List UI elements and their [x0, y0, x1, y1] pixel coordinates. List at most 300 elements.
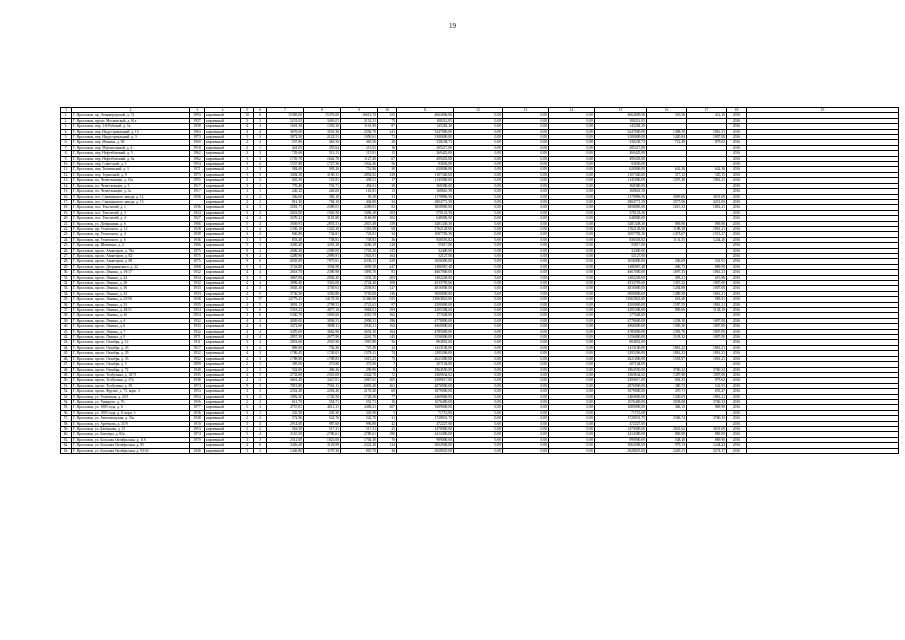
table-cell: 751,86 — [341, 167, 378, 172]
table-cell: 2 — [254, 253, 267, 258]
table-cell: 1971 — [190, 335, 205, 340]
table-cell: Г. Ярославль, просп. Октября, д. 72 — [72, 367, 190, 372]
table-cell: 0,00 — [454, 410, 503, 415]
table-cell: кирпичный — [205, 448, 241, 453]
table-cell: 548,40 — [647, 437, 687, 442]
table-cell: 496,26 — [304, 367, 341, 372]
table-cell: 17. — [61, 199, 72, 204]
table-cell: 4 — [254, 270, 267, 275]
table-cell: Г. Ярославль, просп. Ленина, д. 9 — [72, 335, 190, 340]
table-cell: 1954 — [190, 394, 205, 399]
table-cell: 2016 — [727, 372, 747, 377]
table-cell: 1807,00 — [687, 329, 727, 334]
table-cell: 30. — [61, 270, 72, 275]
table-cell: 4 — [254, 432, 267, 437]
table-cell: 1932 — [190, 351, 205, 356]
table-cell: 15376,00 — [304, 113, 341, 118]
table-cell: 1615,33 — [647, 205, 687, 210]
table-cell: кирпичный — [205, 248, 241, 253]
table-cell: Г. Ярославль, просп. Ленина, д. 25/50 — [72, 297, 190, 302]
table-cell: 95,30 — [341, 194, 378, 199]
table-cell: 1656000,00 — [397, 259, 454, 264]
table-cell: 2016 — [727, 216, 747, 221]
table-cell: 494,61 — [341, 183, 378, 188]
table-cell: 692,33 — [647, 378, 687, 383]
table-cell: 0,00 — [549, 183, 595, 188]
table-cell: 4 — [241, 286, 254, 291]
table-cell: 0,00 — [549, 394, 595, 399]
table-cell: 3760,33 — [687, 416, 727, 421]
table-cell: кирпичный — [205, 443, 241, 448]
table-cell: 104 — [378, 253, 397, 258]
table-cell: 0,00 — [454, 313, 503, 318]
table-cell: 1503,30 — [304, 124, 341, 129]
table-cell: 0,00 — [549, 162, 595, 167]
table-cell: 9 — [241, 383, 254, 388]
table-cell: 2016 — [727, 194, 747, 199]
table-cell: 3 — [254, 351, 267, 356]
table-cell: 979,13 — [647, 443, 687, 448]
table-cell: 812,30 — [267, 199, 304, 204]
table-cell: 3426,40 — [267, 443, 304, 448]
table-cell: 0,00 — [454, 281, 503, 286]
table-cell: 1145000,00 — [595, 178, 647, 183]
table-cell: 136 — [378, 291, 397, 296]
table-cell: 563,50 — [267, 426, 304, 431]
table-cell: 295217,00 — [595, 145, 647, 150]
table-cell: 4 — [254, 221, 267, 226]
table-cell: 2798,51 — [304, 302, 341, 307]
table-cell: 725,81 — [304, 178, 341, 183]
table-cell: 295217,00 — [397, 145, 454, 150]
table-cell: Г. Ярославль, пр. Угличского, д. 4 — [72, 232, 190, 237]
column-number-cell: 16 — [647, 108, 687, 113]
table-cell: 1079000,00 — [595, 389, 647, 394]
table-cell: 207104,00 — [397, 362, 454, 367]
table-cell: 2721,61 — [341, 302, 378, 307]
table-cell: 16613,70 — [341, 113, 378, 118]
table-cell: 56. — [61, 410, 72, 415]
table-cell: 2016 — [727, 178, 747, 183]
table-cell: 2016 — [727, 340, 747, 345]
table-cell: 40. — [61, 324, 72, 329]
table-cell: 615,96 — [687, 275, 727, 280]
table-cell: 412,10 — [687, 113, 727, 118]
table-cell: 0,00 — [549, 345, 595, 350]
column-number-cell: 17 — [687, 108, 727, 113]
table-cell: 0,00 — [549, 324, 595, 329]
empty-cell — [747, 448, 899, 453]
table-cell: 0,00 — [503, 405, 549, 410]
table-cell: 54. — [61, 399, 72, 404]
table-cell: 3 — [241, 237, 254, 242]
table-cell: 1. — [61, 113, 72, 118]
table-cell: 1323,30 — [304, 226, 341, 231]
table-cell: Г. Ярославль, пер. Советский, д. 3 — [72, 162, 190, 167]
table-cell: 0,00 — [503, 178, 549, 183]
table-cell: Г. Ярославль, просп. Ленина, д. 19/17 — [72, 270, 190, 275]
table-cell: 0,00 — [503, 216, 549, 221]
table-cell: 1966 — [190, 221, 205, 226]
table-cell: 3 — [241, 178, 254, 183]
table-cell: 1 — [254, 189, 267, 194]
table-cell: 45. — [61, 351, 72, 356]
table-cell: кирпичный — [205, 156, 241, 161]
table-cell: Г. Ярославль, просп. Ленина, д. 3б — [72, 313, 190, 318]
table-cell: 0,00 — [549, 356, 595, 361]
table-cell: 0,00 — [454, 443, 503, 448]
table-cell: 46. — [61, 356, 72, 361]
table-cell: 0,00 — [503, 199, 549, 204]
table-cell: 125 — [378, 248, 397, 253]
table-cell: 0,00 — [549, 167, 595, 172]
table-cell: 1945,81 — [341, 253, 378, 258]
table-cell: 0,00 — [454, 383, 503, 388]
table-cell: 0,00 — [503, 145, 549, 150]
table-cell: 0,00 — [454, 167, 503, 172]
table-cell: 2016 — [727, 308, 747, 313]
table-cell: Г. Ярославль, просп. Ленина, д. 30 — [72, 286, 190, 291]
table-cell: 2 — [254, 199, 267, 204]
table-cell: 3156000,00 — [397, 335, 454, 340]
table-cell: 0,00 — [454, 291, 503, 296]
table-cell: 4 — [241, 378, 254, 383]
table-cell: 0,00 — [549, 113, 595, 118]
table-cell: 205 — [378, 275, 397, 280]
table-cell: кирпичный — [205, 389, 241, 394]
table-cell: 7 — [378, 362, 397, 367]
table-cell: 102 — [378, 216, 397, 221]
table-cell: 0,00 — [454, 162, 503, 167]
table-cell: 0,00 — [549, 135, 595, 140]
table-cell: 2925,90 — [304, 340, 341, 345]
table-cell: 1578,21 — [341, 351, 378, 356]
table-cell: 0,00 — [454, 335, 503, 340]
table-cell: 1956 — [190, 399, 205, 404]
table-cell: Г. Ярославль, просп. Толбухина, д. 10/71 — [72, 372, 190, 377]
column-number-cell: 7 — [267, 108, 304, 113]
table-cell: Г. Ярославль, пер. Минина, д. 38 — [72, 140, 190, 145]
table-cell: 3 — [254, 205, 267, 210]
table-cell: 0,00 — [549, 443, 595, 448]
table-cell: 0,00 — [454, 178, 503, 183]
table-cell: 145282,20 — [595, 124, 647, 129]
table-cell: 5 — [254, 291, 267, 296]
table-cell: 747,49 — [341, 345, 378, 350]
table-cell: Г. Ярославль, пер. 1-й Рабочий, д. 5а — [72, 124, 190, 129]
table-cell: 1749,01 — [304, 351, 341, 356]
table-cell: Г. Ярославль, просп. Авиаторов, д. 78а — [72, 248, 190, 253]
table-cell: 2677,90 — [304, 335, 341, 340]
table-cell: 2016 — [727, 394, 747, 399]
column-number-cell: 13 — [503, 108, 549, 113]
table-cell: Г. Ярославль, пл. Челюскинцев, д. 15а — [72, 178, 190, 183]
table-cell: 2016 — [727, 264, 747, 269]
table-cell: 2621000,00 — [397, 356, 454, 361]
table-cell: 1145000,00 — [397, 178, 454, 183]
table-cell: 1973 — [190, 172, 205, 177]
table-cell: Г. Ярославль, пер. Тихвинский, д. 3 — [72, 167, 190, 172]
table-cell: 0,00 — [503, 443, 549, 448]
table-cell: 2908,31 — [341, 318, 378, 323]
table-cell: 1138,10 — [687, 308, 727, 313]
table-cell: 0,00 — [549, 335, 595, 340]
table-cell: 2855,51 — [304, 221, 341, 226]
table-cell: 743,81 — [341, 232, 378, 237]
table-cell: кирпичный — [205, 237, 241, 242]
table-cell: 4 — [254, 394, 267, 399]
table-cell: 0,00 — [549, 286, 595, 291]
table-cell: 34. — [61, 291, 72, 296]
table-cell: 1107340,60 — [595, 172, 647, 177]
table-cell: 37. — [61, 308, 72, 313]
table-cell: 4785000,00 — [595, 329, 647, 334]
table-cell: 145282,20 — [397, 124, 454, 129]
table-cell: 5247000,00 — [595, 129, 647, 134]
table-cell: 2857,30 — [267, 335, 304, 340]
table-cell: 2016 — [727, 389, 747, 394]
table-cell: 517,31 — [341, 426, 378, 431]
table-cell: 0,00 — [503, 275, 549, 280]
table-cell: 2016 — [727, 443, 747, 448]
table-cell: 0,00 — [454, 183, 503, 188]
table-cell: 4 — [241, 216, 254, 221]
table-cell: 570123,50 — [397, 210, 454, 215]
table-cell: Г. Ярославль, пр. Шевченко, д. 2 — [72, 243, 190, 248]
table-cell: 0,00 — [503, 135, 549, 140]
table-cell: 3009,06 — [647, 194, 687, 199]
table-cell: 0,00 — [503, 189, 549, 194]
table-cell: 120 — [378, 243, 397, 248]
table-cell: 0,00 — [503, 124, 549, 129]
table-cell: 1 — [254, 362, 267, 367]
table-cell: 168661,50 — [595, 189, 647, 194]
table-cell: 0,00 — [454, 118, 503, 123]
table-cell: 1861,21 — [687, 345, 727, 350]
table-cell: 6 — [254, 308, 267, 313]
table-cell: 3369634,02 — [397, 372, 454, 377]
table-cell: 21 — [378, 416, 397, 421]
table-cell: 0,00 — [503, 345, 549, 350]
table-cell: кирпичный — [205, 253, 241, 258]
table-cell: 517,31 — [304, 426, 341, 431]
table-cell: 93656,00 — [595, 162, 647, 167]
table-cell: 20. — [61, 216, 72, 221]
table-cell: 0,00 — [454, 243, 503, 248]
table-cell: 162 — [378, 324, 397, 329]
table-cell: 0,00 — [549, 199, 595, 204]
table-cell: 1934 — [190, 275, 205, 280]
table-cell: 869,90 — [687, 432, 727, 437]
table-cell: кирпичный — [205, 145, 241, 150]
table-cell: 2 — [241, 145, 254, 150]
table-cell: 2. — [61, 118, 72, 123]
table-cell: 1402249,00 — [397, 275, 454, 280]
table-cell: 0,00 — [503, 421, 549, 426]
table-cell: 2016 — [727, 259, 747, 264]
table-cell: 4 — [241, 351, 254, 356]
table-cell: 3760,32 — [687, 367, 727, 372]
table-cell: 3 — [254, 156, 267, 161]
table-cell: 3 — [254, 151, 267, 156]
table-cell: 541,91 — [687, 383, 727, 388]
table-cell: 1597,48 — [647, 178, 687, 183]
table-cell: 0,00 — [549, 372, 595, 377]
table-cell: 5 — [241, 243, 254, 248]
table-cell: 0,00 — [549, 129, 595, 134]
table-cell: кирпичный — [205, 372, 241, 377]
table-cell: 611,70 — [267, 399, 304, 404]
table-cell: 1825,00 — [304, 437, 341, 442]
table-cell: 1430,03 — [647, 394, 687, 399]
table-cell: кирпичный — [205, 210, 241, 215]
table-cell: 3427,01 — [304, 378, 341, 383]
table-cell: 3 — [254, 172, 267, 177]
table-cell: 0,00 — [549, 329, 595, 334]
table-cell: 0,00 — [503, 286, 549, 291]
table-cell: 3651,00 — [687, 194, 727, 199]
table-cell: Г. Ярославль, ул. Большая Октябрьская, д. 93/43 — [72, 448, 190, 453]
table-cell: 81 — [378, 270, 397, 275]
table-cell: 180 — [378, 432, 397, 437]
table-cell: 13. — [61, 178, 72, 183]
table-cell: 9. — [61, 156, 72, 161]
table-cell: 0,00 — [549, 216, 595, 221]
table-cell: 226,00 — [304, 189, 341, 194]
table-cell: кирпичный — [205, 286, 241, 291]
table-cell: 2 — [254, 399, 267, 404]
table-cell: 4778000,00 — [397, 318, 454, 323]
table-cell: 0,00 — [503, 151, 549, 156]
table-cell: 33. — [61, 286, 72, 291]
table-cell: 1127,40 — [341, 156, 378, 161]
table-cell: 177648,00 — [595, 313, 647, 318]
table-cell: 0,00 — [454, 264, 503, 269]
table-cell: 0,00 — [503, 194, 549, 199]
table-cell: 1864550,00 — [595, 367, 647, 372]
table-cell: 0,00 — [454, 324, 503, 329]
table-cell: 0,00 — [454, 140, 503, 145]
table-cell: 25 — [378, 426, 397, 431]
table-cell: 1393,76 — [647, 329, 687, 334]
table-cell: 1966 — [190, 243, 205, 248]
table-cell: 0,00 — [454, 389, 503, 394]
table-cell: 0,00 — [549, 426, 595, 431]
table-cell: 0,00 — [503, 221, 549, 226]
table-cell: 3 — [241, 183, 254, 188]
table-cell: 2016 — [727, 378, 747, 383]
table-cell: 869,90 — [687, 437, 727, 442]
table-cell: 1449,80 — [267, 448, 304, 453]
table-cell: 0,00 — [503, 362, 549, 367]
table-cell: 3472,60 — [267, 324, 304, 329]
table-cell: 10 — [241, 113, 254, 118]
table-cell: 0,00 — [549, 172, 595, 177]
table-cell: 0,00 — [503, 367, 549, 372]
table-cell: 207 — [378, 405, 397, 410]
table-cell: кирпичный — [205, 259, 241, 264]
table-cell: кирпичный — [205, 140, 241, 145]
table-cell: 1953 — [190, 389, 205, 394]
table-cell: кирпичный — [205, 232, 241, 237]
table-cell: 0,00 — [503, 210, 549, 215]
table-cell: кирпичный — [205, 302, 241, 307]
table-cell: 145 — [378, 335, 397, 340]
table-cell: 1626,70 — [304, 156, 341, 161]
table-cell: Г. Ярославль, просп. Московский, д. 61а — [72, 118, 190, 123]
table-cell: 2389,00 — [304, 248, 341, 253]
table-cell: 3 — [254, 237, 267, 242]
table-cell: 3945,30 — [267, 286, 304, 291]
table-cell: 0,00 — [549, 205, 595, 210]
table-cell: 2016 — [727, 237, 747, 242]
table-cell: 1955 — [190, 178, 205, 183]
table-cell: 1420,84 — [647, 135, 687, 140]
table-cell: 0,00 — [454, 448, 503, 453]
table-cell: 5 — [254, 302, 267, 307]
table-cell: кирпичный — [205, 178, 241, 183]
table-cell: Г. Ярославль, ул. Блюхера, д. 82а — [72, 432, 190, 437]
table-cell: 3749,61 — [304, 286, 341, 291]
table-cell: 4 — [254, 226, 267, 231]
table-cell: 3736,50 — [267, 291, 304, 296]
table-cell: 572,96 — [267, 416, 304, 421]
table-cell: 1932 — [190, 356, 205, 361]
table-cell: 1367,22 — [647, 281, 687, 286]
table-cell: 0,00 — [503, 351, 549, 356]
table-cell: 19. — [61, 210, 72, 215]
table-cell: 0,00 — [503, 437, 549, 442]
table-cell: 1892,20 — [267, 394, 304, 399]
table-cell: 5 — [241, 264, 254, 269]
table-cell: Г. Ярославль, просп. Авиаторов, д. 82 — [72, 253, 190, 258]
table-cell: Г. Ярославль, пер. Нефтебазовый, д. 5 — [72, 151, 190, 156]
table-cell: 2876900,00 — [595, 383, 647, 388]
table-cell: 55. — [61, 405, 72, 410]
table-cell: 0,00 — [503, 232, 549, 237]
table-cell: 0,00 — [503, 113, 549, 118]
table-cell: 2 — [241, 362, 254, 367]
table-cell: 4 — [254, 329, 267, 334]
table-cell: 3 — [241, 226, 254, 231]
table-cell: 648000,00 — [397, 216, 454, 221]
table-cell: 245,90 — [341, 410, 378, 415]
table-cell: 1861,21 — [687, 270, 727, 275]
table-cell: 129 — [378, 172, 397, 177]
table-cell: кирпичный — [205, 367, 241, 372]
table-cell: 3470,00 — [267, 329, 304, 334]
table-cell: 0,00 — [454, 216, 503, 221]
table-cell: 1949 — [190, 367, 205, 372]
table-cell: 620006,00 — [595, 167, 647, 172]
table-cell: 2016 — [727, 437, 747, 442]
table-cell: 2016 — [727, 243, 747, 248]
table-cell: 0,00 — [503, 183, 549, 188]
table-cell: 2016 — [727, 383, 747, 388]
table-cell: 2914,00 — [267, 421, 304, 426]
table-cell: 4 — [254, 124, 267, 129]
table-cell: 4778000,00 — [595, 318, 647, 323]
table-cell: 11. — [61, 167, 72, 172]
table-cell: 0,00 — [549, 340, 595, 345]
table-cell: 0,00 — [549, 189, 595, 194]
table-cell: 0,00 — [503, 243, 549, 248]
table-cell: 0,00 — [503, 253, 549, 258]
table-cell: кирпичный — [205, 226, 241, 231]
table-cell: 1975 — [190, 259, 205, 264]
table-cell: 0,00 — [549, 302, 595, 307]
table-cell: 2876900,00 — [397, 383, 454, 388]
